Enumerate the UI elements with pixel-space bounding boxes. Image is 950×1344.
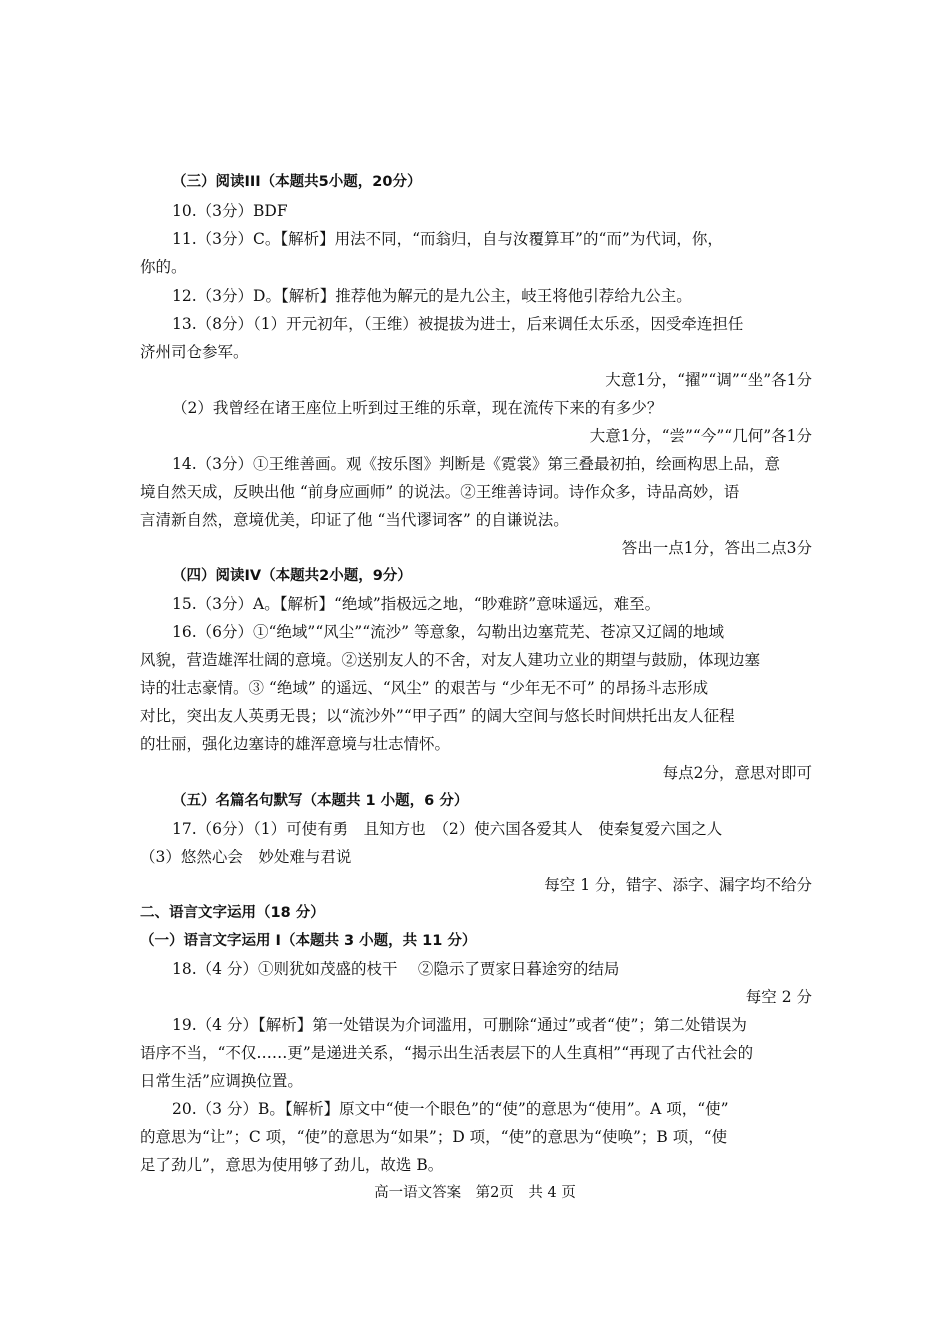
q13-score-note-2: 大意1分，“尝”“今”“几何”各1分	[589, 427, 812, 445]
answer-q16-line4: 对比，突出友人英勇无畏；以“流沙外”“甲子西” 的阔大空间与悠长时间烘托出友人征程	[140, 707, 735, 725]
answer-q18: 18.（4 分）①则犹如茂盛的枝干 ②隐示了贾家日暮途穷的结局	[172, 960, 620, 978]
part-2-subsection-heading: （一）语言文字运用 I（本题共 3 小题，共 11 分）	[140, 933, 477, 949]
answer-q19-line1: 19.（4 分）【解析】第一处错误为介词滥用，可删除“通过”或者“使”；第二处错误为	[172, 1016, 747, 1034]
answer-q10: 10.（3分）BDF	[172, 202, 288, 220]
answer-q12: 12.（3分）D。【解析】推荐他为解元的是九公主，岐王将他引荐给九公主。	[172, 287, 692, 305]
answer-q14-line1: 14.（3分）①王维善画。观《按乐图》判断是《霓裳》第三叠最初拍，绘画构思上品，意	[172, 455, 781, 473]
page-footer: 高一语文答案 第2页 共 4 页	[374, 1185, 576, 1201]
answer-q13-part2: （2）我曾经在诸王座位上听到过王维的乐章，现在流传下来的有多少？	[172, 399, 663, 417]
answer-q20-line2: 的意思为“让”；C 项，“使”的意思为“如果”；D 项，“使”的意思为“使唤”；B 项，“使	[140, 1128, 728, 1146]
answer-q19-line3: 日常生活”应调换位置。	[140, 1072, 303, 1090]
answer-q13-line1: 13.（8分）（1）开元初年，（王维）被提拔为进士，后来调任太乐丞，因受牵连担任	[172, 315, 744, 333]
q17-score-note: 每空 1 分，错字、添字、漏字均不给分	[544, 876, 812, 894]
answer-q20-line3: 足了劲儿”，意思为使用够了劲儿，故选 B。	[140, 1156, 444, 1174]
part-2-heading: 二、语言文字运用（18 分）	[140, 905, 325, 921]
answer-q16-line2: 风貌，营造雄浑壮阔的意境。②送别友人的不舍，对友人建功立业的期望与鼓励，体现边塞	[140, 651, 761, 669]
q14-score-note: 答出一点1分，答出二点3分	[621, 539, 812, 557]
section-5-heading: （五）名篇名句默写（本题共 1 小题，6 分）	[172, 793, 469, 809]
q18-score-note: 每空 2 分	[745, 988, 812, 1006]
answer-q20-line1: 20.（3 分）B。【解析】原文中“使一个眼色”的“使”的意思为“使用”。A 项，“使”	[172, 1100, 729, 1118]
answer-q16-line5: 的壮丽，强化边塞诗的雄浑意境与壮志情怀。	[140, 735, 451, 753]
answer-q14-line2: 境自然天成，反映出他 “前身应画师” 的说法。②王维善诗词。诗作众多，诗品高妙，语	[140, 483, 740, 501]
q16-score-note: 每点2分，意思对即可	[662, 764, 812, 782]
answer-q11-line1: 11.（3分）C。【解析】用法不同，“而翁归，自与汝覆算耳”的“而”为代词，你，	[172, 230, 723, 248]
q13-score-note-1: 大意1分，“擢”“调”“坐”各1分	[605, 371, 812, 389]
section-4-heading: （四）阅读IV（本题共2小题，9分）	[172, 568, 412, 584]
section-3-heading: （三）阅读III（本题共5小题，20分）	[172, 174, 422, 190]
answer-q17-line1: 17.（6分）（1）可使有勇 且知方也 （2）使六国各爱其人 使秦复爱六国之人	[172, 820, 723, 838]
answer-q13-line2: 济州司仓参军。	[140, 343, 249, 361]
answer-q17-line2: （3）悠然心会 妙处难与君说	[140, 848, 352, 866]
answer-q14-line3: 言清新自然，意境优美，印证了他 “当代谬词客” 的自谦说法。	[140, 511, 569, 529]
answer-q11-line2: 你的。	[140, 258, 187, 276]
answer-q16-line1: 16.（6分）①“绝域”“风尘”“流沙” 等意象，勾勒出边塞荒芜、苍凉又辽阔的地域	[172, 623, 724, 641]
answer-q15: 15.（3分）A。【解析】“绝域”指极远之地，“眇难跻”意味遥远，难至。	[172, 595, 661, 613]
answer-q16-line3: 诗的壮志豪情。③ “绝域” 的遥远、“风尘” 的艰苦与 “少年无不可” 的昂扬斗志形成	[140, 679, 709, 697]
answer-q19-line2: 语序不当，“不仅……更”是递进关系，“揭示出生活表层下的人生真相”“再现了古代社会的	[140, 1044, 754, 1062]
